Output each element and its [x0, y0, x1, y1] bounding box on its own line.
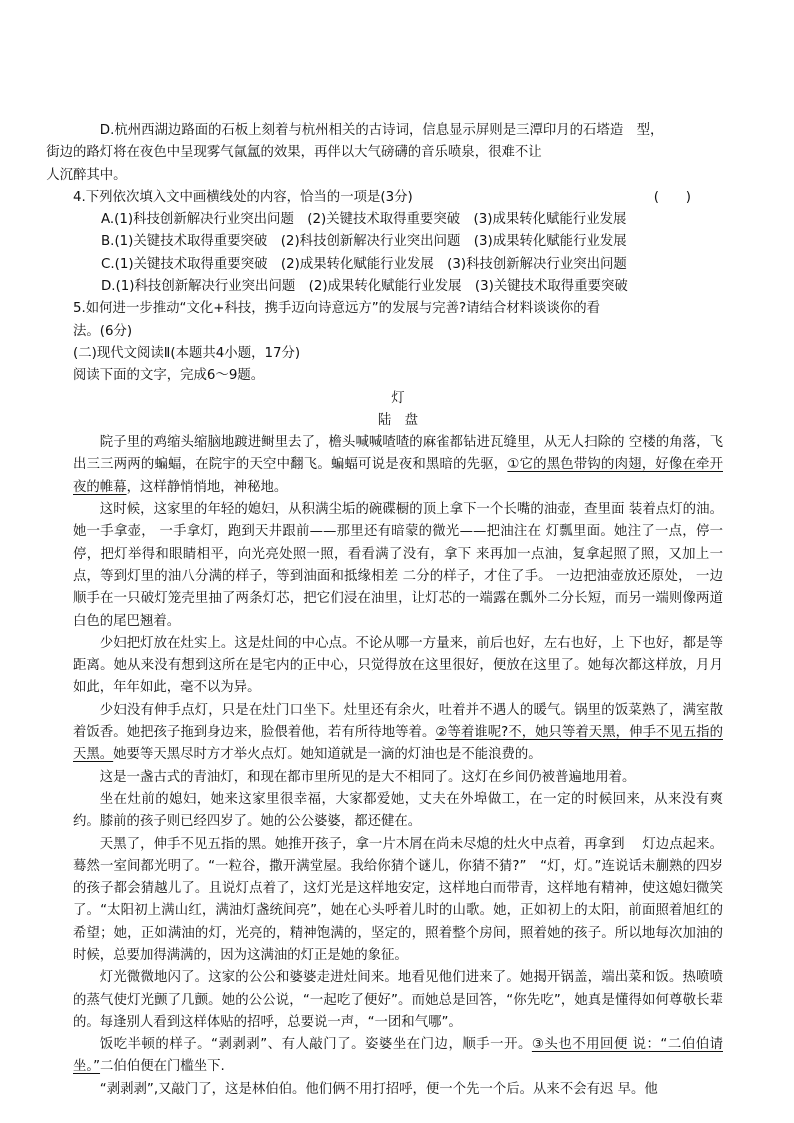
- article-title: 灯: [391, 390, 405, 406]
- question-5: 5.如何进一步推动“文化+科技，携手迈向诗意远方”的发展与完善?请结合材料谈谈你的看 法。(6分): [73, 301, 601, 339]
- underlined-sentence-3: ③头也不用回便 说：“二伯伯请坐。”: [73, 1037, 723, 1075]
- paragraph-2: 这时候，这家里的年轻的媳妇，从积满尘垢的碗碟橱的顶上拿下一个长嘴的油壶，查里面 装着点灯的油。她一手拿壶， 一手拿灯，跑到天井跟前——那里还有暗蒙的微光——把油注在 灯瓢里面。她注了一点，停一停，把灯举得和眼睛相平，向光亮处照一照，看看满了没有，拿下 来再加一点油，复拿起照了照，又加上一点，等到灯里的油八分满的样子，等到油面和抵缘相差 二分的样子，才住了手。 一边把油壶放还原处， 一边顺手在一只破灯笼壳里抽了两条灯芯，把它们浸在油里，让灯芯的一端露在瓢外二分长短，而另一端则像两道白色的尾巴翘着。: [73, 502, 723, 629]
- option-b: B.(1)关键技术取得重要突破 (2)科技创新解决行业突出问题 (3)成果转化赋能行业发展: [101, 234, 627, 250]
- section-heading: (二)现代文阅读Ⅱ(本题共4小题，17分): [73, 345, 301, 361]
- document-body: [46, 120, 723, 1101]
- paragraph-7: 天黑了，伸手不见五指的黑。她推开孩子，拿一片木屑在尚未尽熄的灶火中点着，再拿到 灯边点起来。蓦然一室间都光明了。“一粒谷，撒开满堂屋。我给你猜个谜儿，你猜不猜?” “灯，灯。”连说话未蒯熟的四岁的孩子都会猜越儿了。且说灯点着了，这灯光是这样地安定，这样地白而带青，这样地有精神，使这媳妇微笑了。“太阳初上满山红，满油灯盏统间亮”，她在心头呼着儿时的山歌。她，正如初上的太阳，前面照着旭红的希望；她，正如满油的灯，光亮的，精神饱满的，坚定的，照着整个房间，照着她的孩子。所以地每次加油的时候，总要加得满满的，因为这满油的灯正是她的象征。: [73, 836, 723, 963]
- reading-instruction: 阅读下面的文字，完成6～9题。: [73, 368, 265, 384]
- underlined-sentence-1: ①它的黑色带钩的肉翅，好像在牵开夜的帷幕: [73, 457, 723, 495]
- option-a: A.(1)科技创新解决行业突出问题 (2)关键技术取得重要突破 (3)成果转化赋能行业发展: [101, 212, 627, 228]
- paragraph-4: 少妇没有伸手点灯，只是在灶门口坐下。灶里还有余火，吐着并不遇人的暖气。锅里的饭菜熟了，满室散着饭香。她把孩子拖到身边来，脸偎着他，若有所待地等着。②等着谁呢?不，她只等着天黑，伸手不见五指的天黑。她要等天黑尽时方才举火点灯。她知道就是一滴的灯油也是不能浪费的。: [73, 702, 723, 763]
- paragraph-1: 院子里的鸡缩头缩脑地踱进鲥里去了，檐头喊喊喳喳的麻雀都钻进瓦缝里，从无人扫除的 空楼的角落，飞出三三两两的蝙蝠，在院宇的天空中翻飞。蝙蝠可说是夜和黑暗的先驱，①它的黑色带钩的肉翅，好像在牵开夜的帷幕，这样静悄悄地，神秘地。: [73, 435, 723, 495]
- answer-bracket: ( ): [653, 189, 691, 205]
- paragraph-3: 少妇把灯放在灶实上。这是灶间的中心点。不论从哪一方量来，前后也好，左右也好，上 下也好，都是等距离。她从来没有想到这所在是宅内的正中心，只觉得放在这里很好，便放在这里了。她每次都这样放，月月如此，年年如此，毫不以为异。: [73, 635, 723, 696]
- option-c: C.(1)关键技术取得重要突破 (2)成果转化赋能行业发展 (3)科技创新解决行业突出问题: [101, 256, 627, 272]
- paragraph-6: 坐在灶前的媳妇，她来这家里很幸福，大家都爱她，丈夫在外埠做工，在一定的时候回来，从来没有爽约。膝前的孩子则已经四岁了。她的公公婆婆，都还健在。: [73, 791, 723, 830]
- paragraph-10: “剥剥剥”,又敲门了，这是林伯伯。他们俩不用打招呼，便一个先一个后。从来不会有迟 早。他: [99, 1081, 658, 1097]
- question-4-stem: 4.下列依次填入文中画横线处的内容，恰当的一项是(3分) ( ): [73, 187, 723, 209]
- article-author: 陆 盘: [377, 412, 419, 428]
- paragraph-9: 饭吃半顿的样子。“剥剥剥”、有人敲门了。姿婆坐在门边，顺手一开。③头也不用回便 说：“二伯伯请坐。”二伯伯便在门槛坐下.: [73, 1037, 723, 1075]
- option-d: D.(1)科技创新解决行业突出问题 (2)成果转化赋能行业发展 (3)关键技术取得重要突破: [101, 279, 628, 295]
- paragraph-5: 这是一盏古式的青油灯，和现在都市里所见的是大不相同了。这灯在乡间仍被普遍地用着。: [99, 769, 636, 785]
- paragraph-8: 灯光微微地闪了。这家的公公和婆婆走进灶间来。地看见他们进来了。她揭开锅盖，端出菜和饭。热喷喷的蒸气使灯光颤了几颤。她的公公说，“一起吃了便好”。而她总是回答，“你先吃”，她真是懂得如何尊敬长辈的。每逢别人看到这样体贴的招呼，总要说一声，“一团和气哪”。: [73, 970, 723, 1030]
- option-d-text: D.杭州西湖边路面的石板上刻着与杭州相关的古诗词，信息显示屏则是三潭印月的石塔造 型， 街边的路灯将在夜色中呈现雾气氤氲的效果，再伴以大气磅礴的音乐喷泉，很难不让 人沉醉其中。: [46, 123, 664, 183]
- underlined-sentence-2: ②等着谁呢?不，她只等着天黑，伸手不见五指的天黑。: [73, 725, 723, 763]
